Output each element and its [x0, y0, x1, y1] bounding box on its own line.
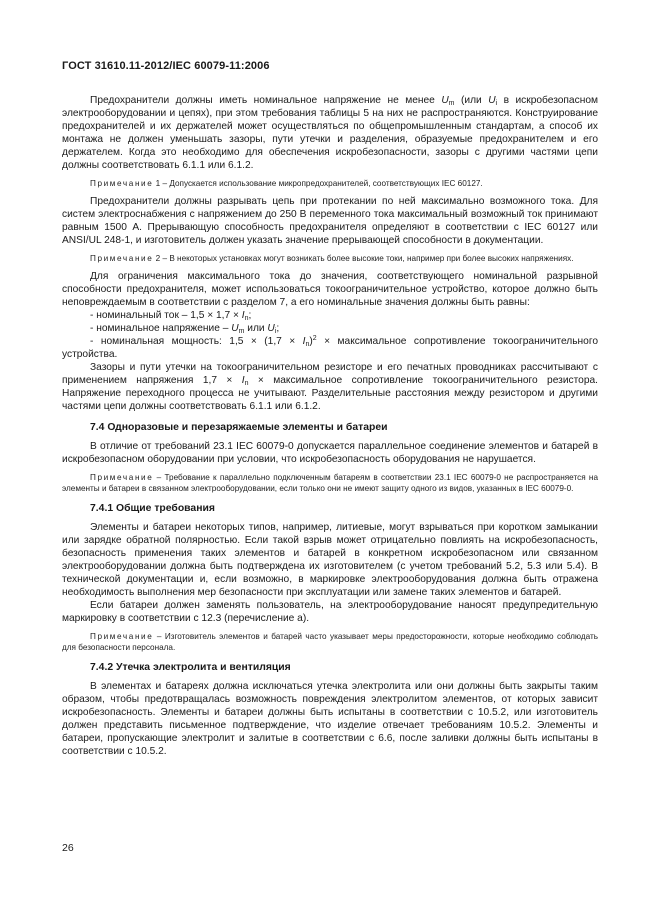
note-1: Примечание 1 – Допускается использование микропредохранителей, соответствующих IEC 60127.: [90, 179, 483, 188]
document-page: [62, 60, 598, 758]
document-header: ГОСТ 31610.11-2012/IEC 60079-11:2006: [62, 60, 270, 72]
note-2: Примечание 2 – В некоторых установках могут возникать более высокие токи, например при более высоких напряжениях.: [90, 254, 574, 263]
paragraph-electrolyte-leakage: В элементах и батареях должна исключаться утечка электролита или они должны быть закрыты таким образом, чтобы предотвращалась возможность повреждения электролитом элементов, от которых зависит искробезопасность. Элементы и батареи должны быть испытаны в соответствии с 10.5.2, или изготовитель должен представить письменное подтверждение, что изделие отвечает требованиям 10.5.2. Элементы и батареи, пропускающие электролит и залитые в соответствии с 6.6, после заливки должны быть испытаны в соответствии с 10.5.2.: [62, 681, 598, 757]
list-item-rated-voltage: - номинальное напряжение – $U_m$ или $U_i$;: [90, 323, 280, 335]
note-3: Примечание – Требование к параллельно подключенным батареям в соответствии 23.1 IEC 60079-0 не распространяется на элементы и батареи в связанном электрооборудовании, если только они не имеют защиту одного из видов, указанных в IEC 60079-0.: [62, 473, 598, 493]
paragraph-clearances: Зазоры и пути утечки на токоограничительном резисторе и его печатных проводниках рассчитывают с применением напряжения $1,7 \times I_n$ × максимальное сопротивление токоограничительного резистора. Напряжение переходного процесса не учитывают. Разделительные расстояния между резистором и другими частями цепи должны соответствовать 6.1.1 или 6.1.2.: [62, 362, 599, 412]
list-item-rated-power: - номинальная мощность: $1,5 \times (1,7 \times I_n)^2$ × максимальное сопротивление токоограничительного устройства.: [62, 335, 598, 360]
section-heading-7-4-1: 7.4.1 Общие требования: [90, 503, 215, 514]
paragraph-cells-general: Элементы и батареи некоторых типов, например, литиевые, могут взрываться при коротком замыкании или зарядке обратной полярностью. Если такой взрыв может отрицательно повлиять на искробезопасность, безопасность применения таких элементов и батарей в конкретном искробезопасном или связанном электрооборудовании должна быть подтверждена их изготовителем (с учетом требований 5.2, 5.3 или 5.4). В технической документации и, если возможно, в маркировке электрооборудования должна быть отражена необходимость выполнения мер безопасности при эксплуатации или замене таких элементов и батарей.: [62, 522, 598, 598]
paragraph-fuse-breaking: Предохранители должны разрывать цепь при протекании по ней максимально возможного тока. Для систем электроснабжения с напряжением до 250 В переменного тока максимальный возможный ток принимают равным 1500 А. Прерывающую способность предохранителя определяют в соответствии с IEC 60127 или ANSI/UL 248-1, и изготовитель должен указать значение прерывающей способности в документации.: [62, 196, 598, 246]
section-heading-7-4: 7.4 Одноразовые и перезаряжаемые элементы и батареи: [90, 422, 388, 433]
section-heading-7-4-2: 7.4.2 Утечка электролита и вентиляция: [90, 662, 291, 673]
page-number: 26: [62, 842, 74, 854]
paragraph-parallel-cells: В отличие от требований 23.1 IEC 60079-0 допускается параллельное соединение элементов и батарей в искробезопасном оборудовании при условии, что искробезопасность оборудования не нарушается.: [62, 441, 598, 465]
paragraph-fuse-voltage: Предохранители должны иметь номинальное напряжение не менее $U_m$ (или $U_i$ в искробезопасном электрооборудовании и цепях), при этом требования таблицы 5 на них не распространяются. Конструирование предохранителей и их держателей может осуществляться по общепромышленным стандартам, а способ их монтажа не должен уменьшать зазоры, пути утечки и разделения, образуемые предохранителем и его держателем. Когда это необходимо для обеспечения искробезопасности, зазоры с другими частями цепи должны соответствовать 6.1.1 или 6.1.2.: [62, 95, 598, 171]
list-item-rated-current: - номинальный ток – $1,5 \times 1,7 \times I_n$;: [90, 310, 252, 322]
note-4: Примечание – Изготовитель элементов и батарей часто указывает меры предосторожности, которые необходимо соблюдать для безопасности персонала.: [62, 632, 598, 652]
paragraph-user-replacement: Если батареи должен заменять пользователь, на электрооборудование наносят предупредительную маркировку в соответствии с 12.3 (перечисление а).: [62, 600, 598, 624]
paragraph-current-limiter: Для ограничения максимального тока до значения, соответствующего номинальной разрывной способности предохранителя, может использоваться токоограничительное устройство, которое должно быть неповреждаемым в соответствии с разделом 7, а его номинальные значения должны быть равны:: [62, 271, 598, 308]
